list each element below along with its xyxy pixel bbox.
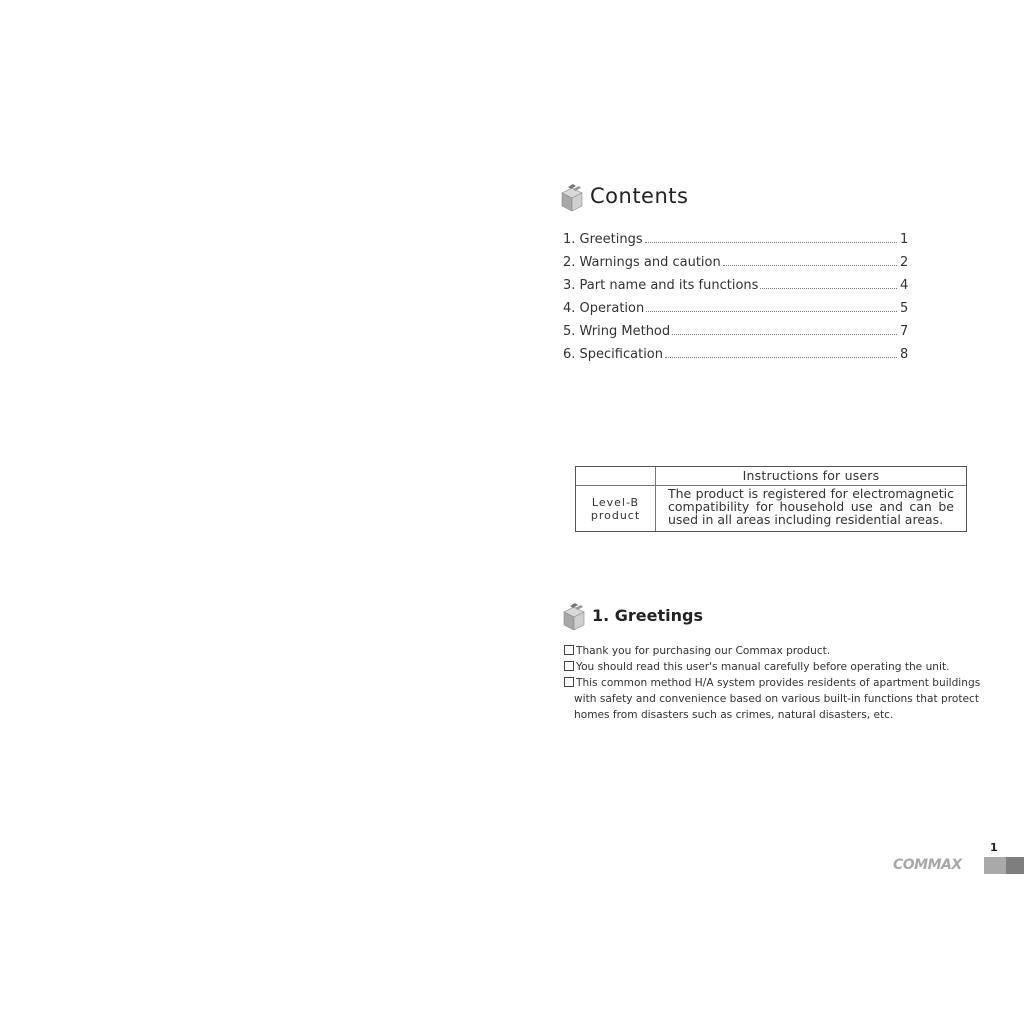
toc-label: 2. Warnings and caution [563, 255, 721, 270]
logo-bar-light [984, 857, 1006, 874]
bullet-continuation-text: homes from disasters such as crimes, natural disasters, etc. [574, 709, 894, 721]
toc-leader [646, 310, 897, 312]
level-label: Level-B [591, 495, 640, 509]
toc-leader [665, 356, 897, 358]
toc-item [563, 275, 908, 293]
toc-item [563, 252, 908, 270]
instructions-table [575, 466, 967, 532]
toc-label: 4. Operation [563, 301, 645, 316]
toc-item [563, 298, 908, 316]
greeting-bullet-continuation [564, 707, 986, 723]
bullet-text: Thank you for purchasing our Commax product. [576, 645, 831, 657]
brand-logo: COMMAX [893, 857, 962, 873]
level-cell [576, 486, 656, 531]
bullet-text: This common method H/A system provides residents of apartment buildings [576, 677, 981, 689]
contents-title: Contents [590, 184, 689, 208]
toc-leader [723, 264, 897, 266]
logo-bar-dark [1006, 857, 1024, 874]
checkbox-square-icon [564, 661, 574, 671]
toc-page: 5 [900, 301, 909, 316]
level-label-product: product [590, 508, 641, 522]
bullet-text: You should read this user's manual carefully before operating the unit. [576, 661, 950, 673]
toc-page: 1 [900, 232, 909, 247]
toc-leader [760, 287, 897, 289]
greeting-bullet [564, 643, 986, 659]
page-number: 1 [990, 841, 998, 854]
toc-label: 6. Specification [563, 347, 664, 362]
bullet-continuation-text: with safety and convenience based on various built-in functions that protect [574, 693, 979, 705]
toc-item [563, 229, 908, 247]
instructions-text: The product is registered for electromagnetic compatibility for household use and can be used in all areas including residential areas. [668, 486, 954, 527]
table-header: Instructions for users [656, 467, 966, 486]
greeting-bullet [564, 675, 986, 691]
toc-label: 5. Wring Method [563, 324, 671, 339]
toc-label: 1. Greetings [563, 232, 643, 247]
toc-item [563, 321, 908, 339]
greeting-bullet [564, 659, 986, 675]
toc-page: 7 [900, 324, 909, 339]
toc-item [563, 344, 908, 362]
cube-icon [559, 184, 585, 212]
table-header-empty-cell [576, 467, 656, 486]
checkbox-square-icon [564, 677, 574, 687]
toc-label: 3. Part name and its functions [563, 278, 759, 293]
greeting-bullet-continuation [564, 691, 986, 707]
cube-icon [561, 603, 587, 631]
checkbox-square-icon [564, 645, 574, 655]
toc-leader [645, 241, 897, 243]
toc-page: 2 [900, 255, 909, 270]
toc-page: 8 [900, 347, 909, 362]
toc-page: 4 [900, 278, 909, 293]
toc-leader [672, 333, 897, 335]
greetings-title: 1. Greetings [592, 606, 704, 625]
